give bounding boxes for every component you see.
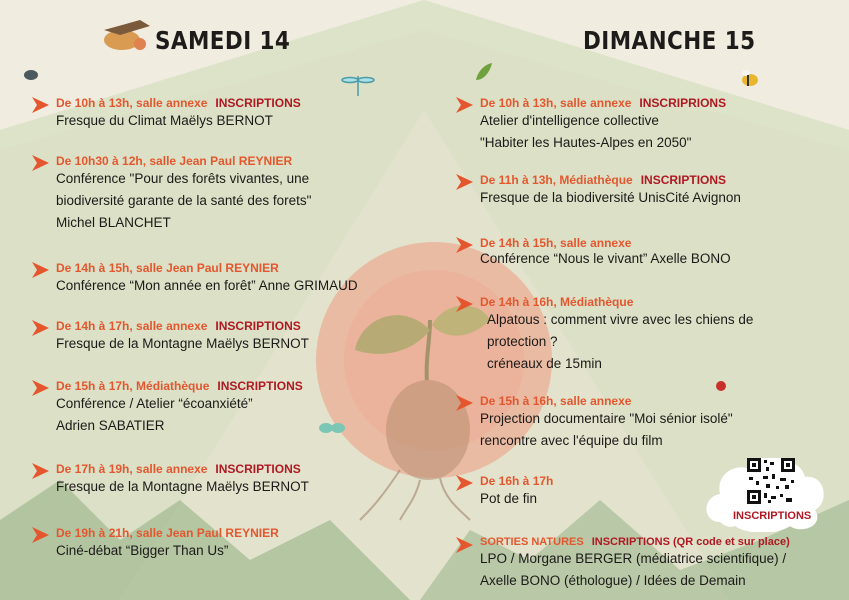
qr-inscriptions-label: INSCRIPTIONS — [733, 510, 812, 522]
event-dimanche-7 — [480, 536, 790, 592]
event-time: De 14h à 17h, salle annexe — [56, 319, 208, 333]
arrow-icon — [30, 154, 50, 172]
arrow-icon — [454, 236, 474, 254]
arrow-icon — [30, 261, 50, 279]
registration-tag: INSCRIPTIONS — [640, 173, 727, 187]
event-line: Michel BLANCHET — [56, 215, 171, 230]
event-time: De 10h30 à 12h, salle Jean Paul REYNIER — [56, 154, 293, 168]
event-line: Conférence "Pour des forêts vivantes, une — [56, 171, 310, 186]
arrow-icon — [454, 474, 474, 492]
event-dimanche-3 — [480, 236, 731, 268]
arrow-icon — [30, 526, 50, 544]
arrow-icon — [454, 173, 474, 191]
registration-tag: INSCRIPTIONS — [215, 462, 301, 476]
event-samedi-3 — [56, 261, 358, 297]
event-dimanche-2 — [480, 173, 741, 209]
event-time: De 14h à 15h, salle annexe — [480, 236, 632, 250]
registration-tag: INSCRIPTIONS — [215, 319, 301, 333]
day-title-dimanche: DIMANCHE 15 — [583, 26, 756, 55]
event-line: Atelier d'intelligence collective — [480, 113, 659, 128]
event-time: De 19h à 21h, salle Jean Paul REYNIER — [56, 526, 279, 540]
arrow-icon — [30, 96, 50, 114]
event-dimanche-1 — [480, 96, 726, 154]
arrow-icon — [454, 536, 474, 554]
event-time: De 15h à 17h, Médiathèque — [56, 379, 210, 393]
arrow-icon — [454, 96, 474, 114]
event-line: Conférence “Mon année en forêt” Anne GRIMAUD — [56, 278, 358, 293]
arrow-icon — [30, 462, 50, 480]
event-line: "Habiter les Hautes-Alpes en 2050" — [480, 135, 692, 150]
event-line: Conférence / Atelier “écoanxiété” — [56, 396, 253, 411]
event-time: De 11h à 13h, Médiathèque — [480, 173, 633, 187]
event-line: Adrien SABATIER — [56, 418, 165, 433]
event-time: De 14h à 15h, salle Jean Paul REYNIER — [56, 261, 279, 275]
registration-tag: INSCRIPTIONS (QR code et sur place) — [591, 536, 790, 548]
event-samedi-7 — [56, 526, 279, 562]
event-time: De 15h à 16h, salle annexe — [480, 394, 632, 408]
event-samedi-4 — [56, 319, 309, 355]
registration-tag: INSCRIPRIONS — [639, 96, 727, 110]
event-line: rencontre avec l'équipe du film — [480, 433, 663, 448]
event-time: De 14h à 16h, Médiathèque — [480, 295, 634, 309]
event-line: Conférence “Nous le vivant” Axelle BONO — [480, 251, 731, 266]
arrow-icon — [30, 379, 50, 397]
event-time: SORTIES NATURES — [480, 536, 584, 548]
event-line: Projection documentaire "Moi sénior isolé" — [480, 411, 733, 426]
bird-illustration — [104, 20, 150, 50]
event-samedi-5 — [56, 379, 303, 437]
event-line: Alpatous : comment vivre avec les chiens de — [487, 312, 754, 327]
event-time: De 16h à 17h — [480, 474, 554, 488]
arrow-icon — [30, 319, 50, 337]
event-samedi-6 — [56, 462, 309, 498]
event-line: créneaux de 15min — [487, 356, 602, 371]
arrow-icon — [454, 394, 474, 412]
event-line: Pot de fin — [480, 491, 538, 506]
event-line: Fresque de la Montagne Maëlys BERNOT — [56, 336, 309, 351]
arrow-icon — [454, 295, 474, 313]
event-dimanche-4 — [480, 295, 753, 375]
event-line: protection ? — [487, 334, 558, 349]
event-time: De 10h à 13h, salle annexe — [56, 96, 208, 110]
event-samedi-2 — [56, 154, 311, 234]
qr-code-icon — [747, 458, 795, 504]
event-line: Axelle BONO (éthologue) / Idées de Demain — [480, 573, 746, 588]
event-line: LPO / Morgane BERGER (médiatrice scientifique) / — [480, 551, 787, 566]
event-line: Fresque de la biodiversité UnisCité Avignon — [480, 190, 741, 205]
event-line: Fresque du Climat Maëlys BERNOT — [56, 113, 273, 128]
event-time: De 17h à 19h, salle annexe — [56, 462, 208, 476]
event-dimanche-5 — [480, 394, 733, 452]
event-dimanche-6 — [480, 474, 553, 510]
event-samedi-1 — [56, 96, 301, 132]
registration-tag: INSCRIPTIONS — [215, 96, 301, 110]
day-title-samedi: SAMEDI 14 — [155, 26, 291, 55]
event-line: biodiversité garante de la santé des forets" — [56, 193, 312, 208]
event-line: Ciné-débat “Bigger Than Us” — [56, 543, 229, 558]
event-line: Fresque de la Montagne Maëlys BERNOT — [56, 479, 309, 494]
registration-tag: INSCRIPTIONS — [217, 379, 303, 393]
event-time: De 10h à 13h, salle annexe — [480, 96, 632, 110]
